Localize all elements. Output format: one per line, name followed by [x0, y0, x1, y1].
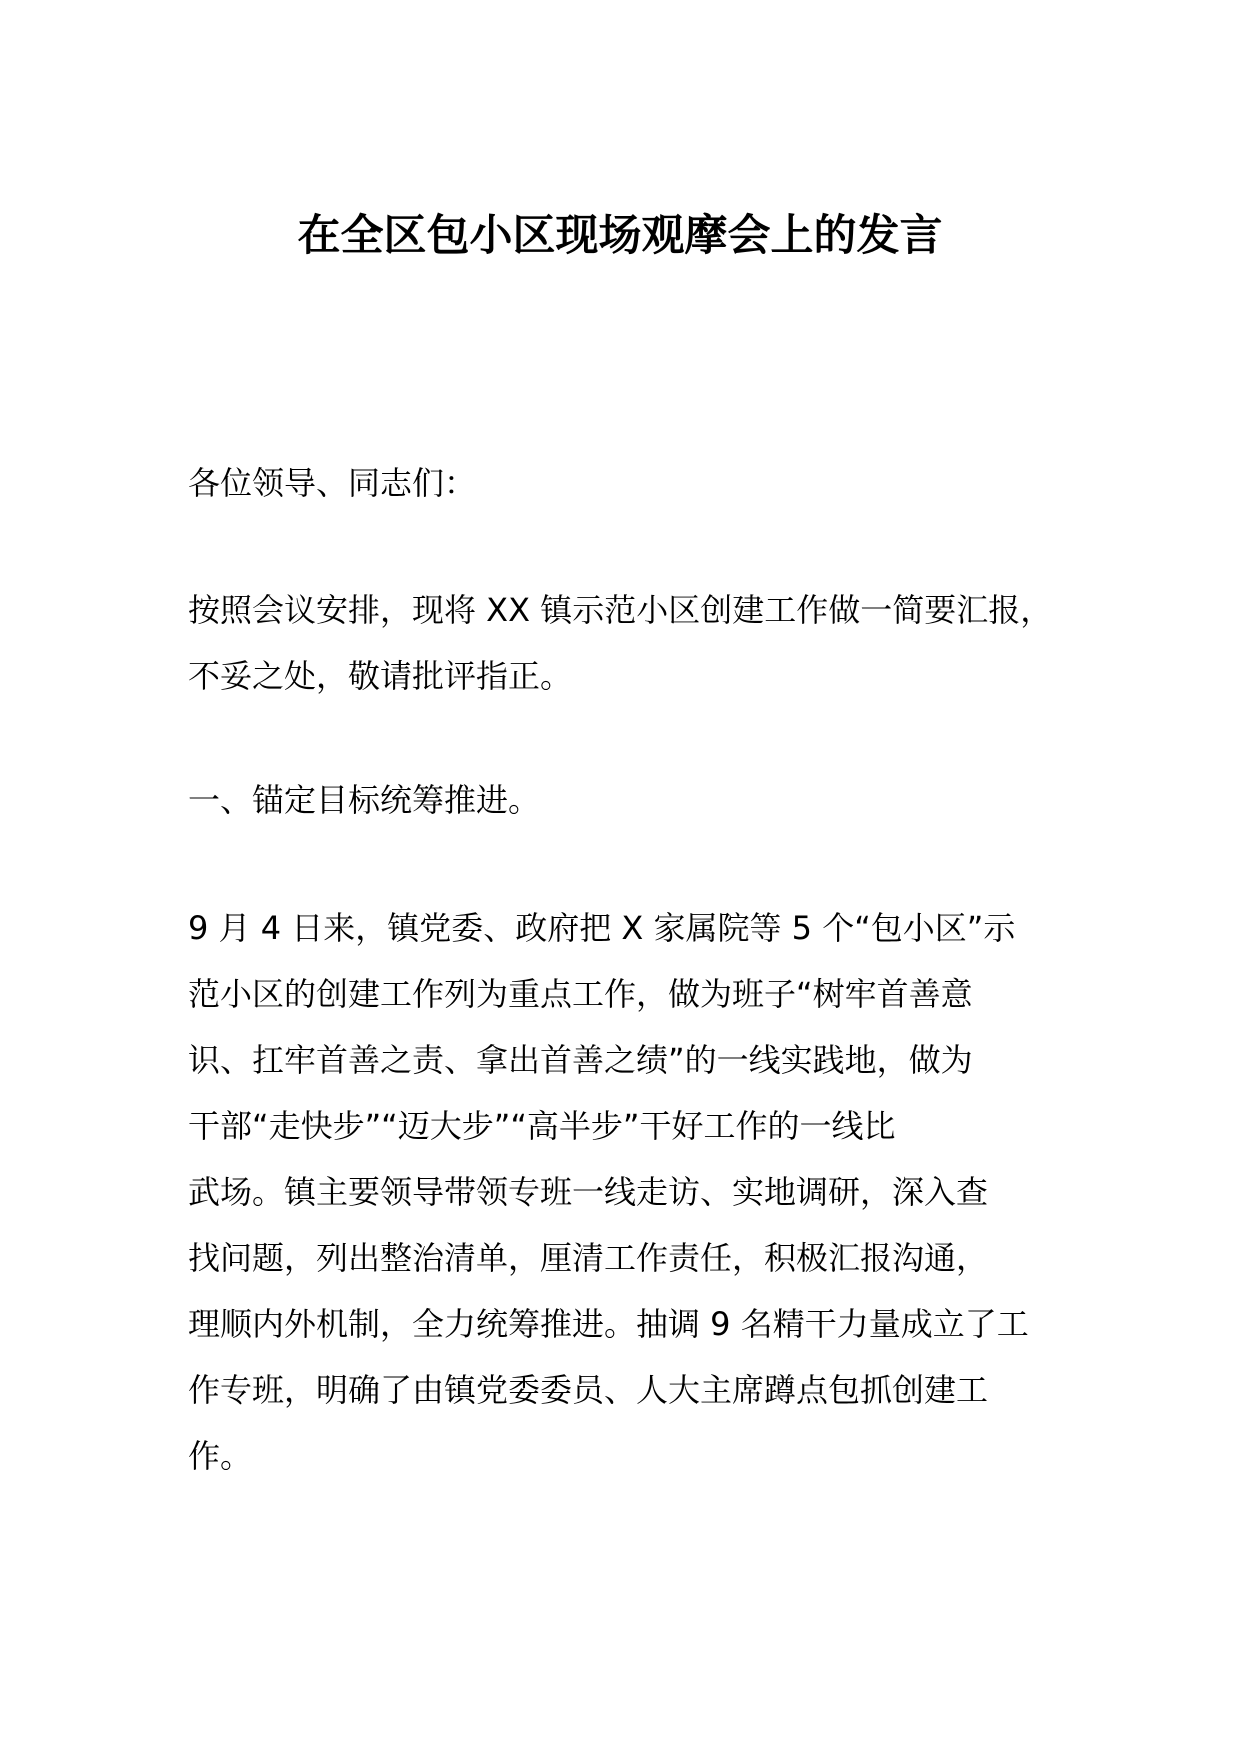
section-heading	[188, 767, 1088, 833]
body-line: 作。	[188, 1437, 253, 1475]
body-line: 找问题，列出整治清单，厘清工作责任，积极汇报沟通，	[188, 1239, 989, 1277]
document-title: 在全区包小区现场观摩会上的发言	[297, 211, 943, 261]
body-line: 识、扛牢首善之责、拿出首善之绩”的一线实践地，做为	[188, 1041, 973, 1079]
salutation	[188, 450, 1088, 516]
body-line: 9 月 4 日来，镇党委、政府把 X 家属院等 5 个“包小区”示	[188, 909, 1016, 947]
intro-line: 按照会议安排，现将 XX 镇示范小区创建工作做一简要汇报，	[188, 591, 1053, 629]
salutation-text: 各位领导、同志们：	[188, 464, 477, 502]
section-heading-text: 一、锚定目标统筹推进。	[188, 781, 541, 819]
body-line: 理顺内外机制，全力统筹推进。抽调 9 名精干力量成立了工	[188, 1305, 1029, 1343]
section-body-paragraph	[188, 895, 1088, 1489]
body-line: 范小区的创建工作列为重点工作，做为班子“树牢首善意	[188, 975, 973, 1013]
intro-line: 不妥之处，敬请批评指正。	[188, 657, 573, 695]
body-line: 武场。镇主要领导带领专班一线走访、实地调研，深入查	[188, 1173, 989, 1211]
intro-paragraph	[188, 577, 1088, 709]
body-line: 干部“走快步”“迈大步”“高半步”干好工作的一线比	[188, 1107, 896, 1145]
body-line: 作专班，明确了由镇党委委员、人大主席蹲点包抓创建工	[188, 1371, 989, 1409]
